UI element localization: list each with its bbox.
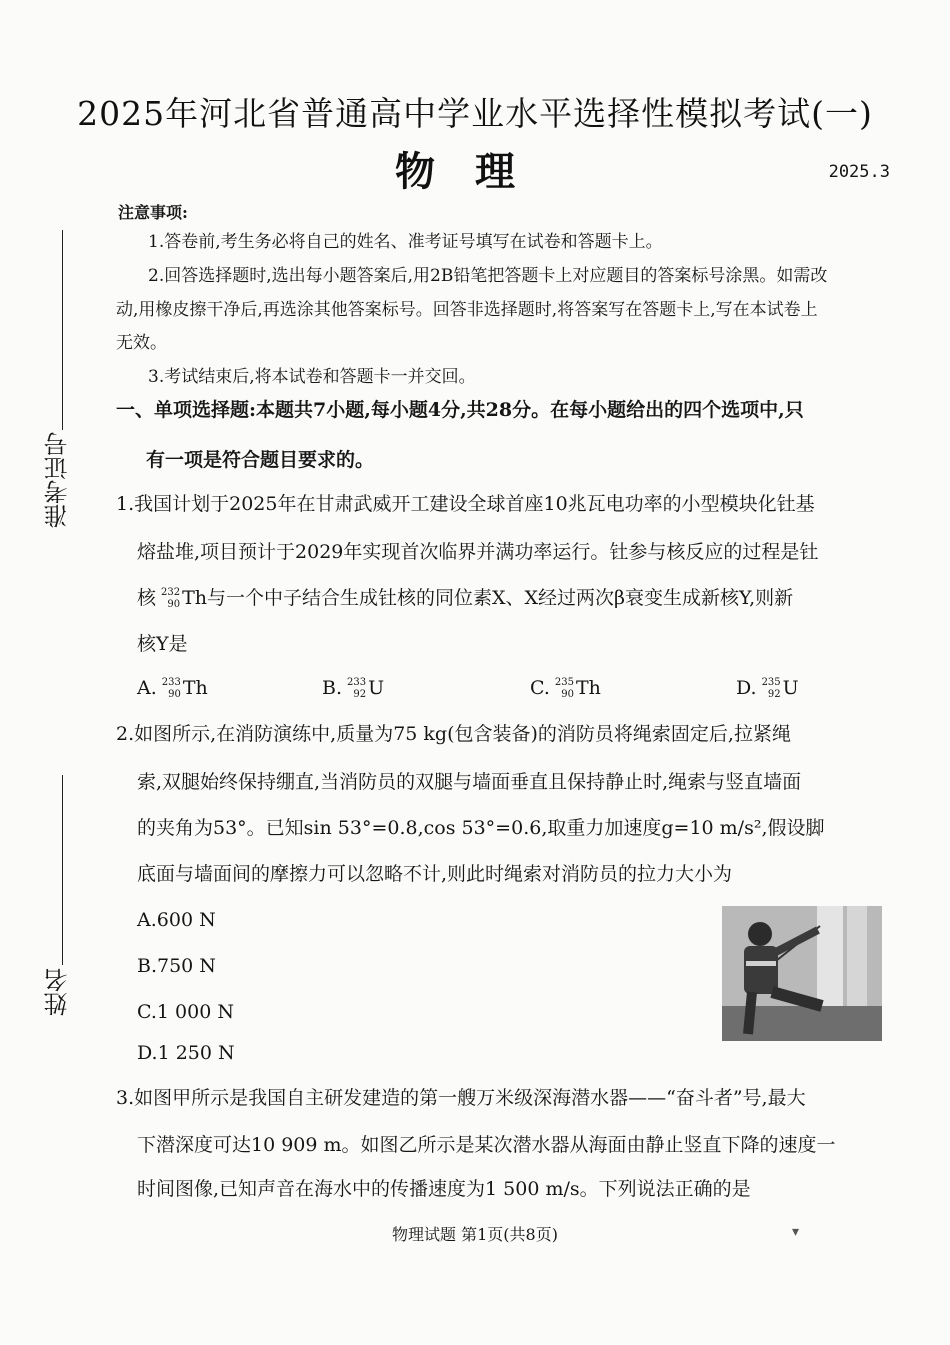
q2-option-c: C.1 000 N: [137, 1001, 234, 1023]
name-rule: [62, 775, 63, 965]
q2-line-1: 2.如图所示,在消防演练中,质量为75 kg(包含装备)的消防员将绳索固定后,拉紧绳: [116, 723, 791, 745]
q1-line-4: 核Y是: [137, 633, 188, 655]
exam-id-label: 准考证号: [44, 432, 72, 528]
q1-line-3: [137, 586, 793, 610]
q1-option-a: A. 233 90 Th: [137, 677, 208, 700]
q3-line-3: 时间图像,已知声音在海水中的传播速度为1 500 m/s。下列说法正确的是: [137, 1178, 751, 1200]
section-heading-line-1: 一、单项选择题:本题共7小题,每小题4分,共28分。在每小题给出的四个选项中,只: [116, 399, 804, 421]
notice-heading: 注意事项:: [118, 203, 188, 222]
firefighter-photo: [722, 906, 882, 1041]
q3-line-2: 下潜深度可达10 909 m。如图乙所示是某次潜水器从海面由静止竖直下降的速度一: [137, 1134, 836, 1156]
q1-option-d: D. 235 92 U: [736, 677, 799, 700]
watermark-icon: ▾: [792, 1224, 800, 1240]
q2-option-b: B.750 N: [137, 955, 216, 977]
q1-option-b: B. 233 92 U: [322, 677, 385, 700]
q1-line-2: 熔盐堆,项目预计于2029年实现首次临界并满功率运行。钍参与核反应的过程是钍: [137, 541, 819, 563]
notice-line-2: 2.回答选择题时,选出每小题答案后,用2B铅笔把答题卡上对应题目的答案标号涂黑。如需改: [148, 266, 828, 286]
notice-line-1: 1.答卷前,考生务必将自己的姓名、准考证号填写在试卷和答题卡上。: [148, 232, 663, 252]
q3-line-1: 3.如图甲所示是我国自主研发建造的第一艘万米级深海潜水器——“奋斗者”号,最大: [116, 1087, 806, 1109]
subject-title: 物理: [395, 148, 555, 195]
q2-line-3: 的夹角为53°。已知sin 53°=0.8,cos 53°=0.6,取重力加速度g=10 m/s²,假设脚: [137, 817, 825, 839]
q2-line-4: 底面与墙面间的摩擦力可以忽略不计,则此时绳索对消防员的拉力大小为: [137, 863, 733, 885]
q2-line-2: 索,双腿始终保持绷直,当消防员的双腿与墙面垂直且保持静止时,绳索与竖直墙面: [137, 771, 802, 793]
q2-option-a: A.600 N: [137, 909, 216, 931]
notice-line-5: 3.考试结束后,将本试卷和答题卡一并交回。: [148, 367, 476, 387]
notice-line-4: 无效。: [116, 333, 167, 353]
q1-line-1: 1.我国计划于2025年在甘肃武威开工建设全球首座10兆瓦电功率的小型模块化钍基: [116, 493, 815, 515]
q1-line-3-pre: 核: [137, 587, 157, 609]
firefighter-illustration: [722, 906, 882, 1041]
q1-line-3-post: Th与一个中子结合生成钍核的同位素X、X经过两次β衰变生成新核Y,则新: [182, 587, 794, 609]
exam-id-rule: [62, 230, 63, 430]
q2-option-d: D.1 250 N: [137, 1042, 235, 1064]
notice-line-3: 动,用橡皮擦干净后,再选涂其他答案标号。回答非选择题时,将答案写在答题卡上,写在本试卷上: [116, 300, 818, 320]
exam-date: 2025.3: [828, 162, 890, 182]
q1-option-c: C. 235 90 Th: [530, 677, 601, 700]
section-heading-line-2: 有一项是符合题目要求的。: [146, 449, 375, 471]
exam-title: 2025年河北省普通高中学业水平选择性模拟考试(一): [77, 94, 873, 133]
page-footer: 物理试题 第1页(共8页): [392, 1225, 558, 1244]
name-label: 姓名: [44, 968, 72, 1016]
thorium-232-isotope: 232 90: [160, 587, 181, 610]
